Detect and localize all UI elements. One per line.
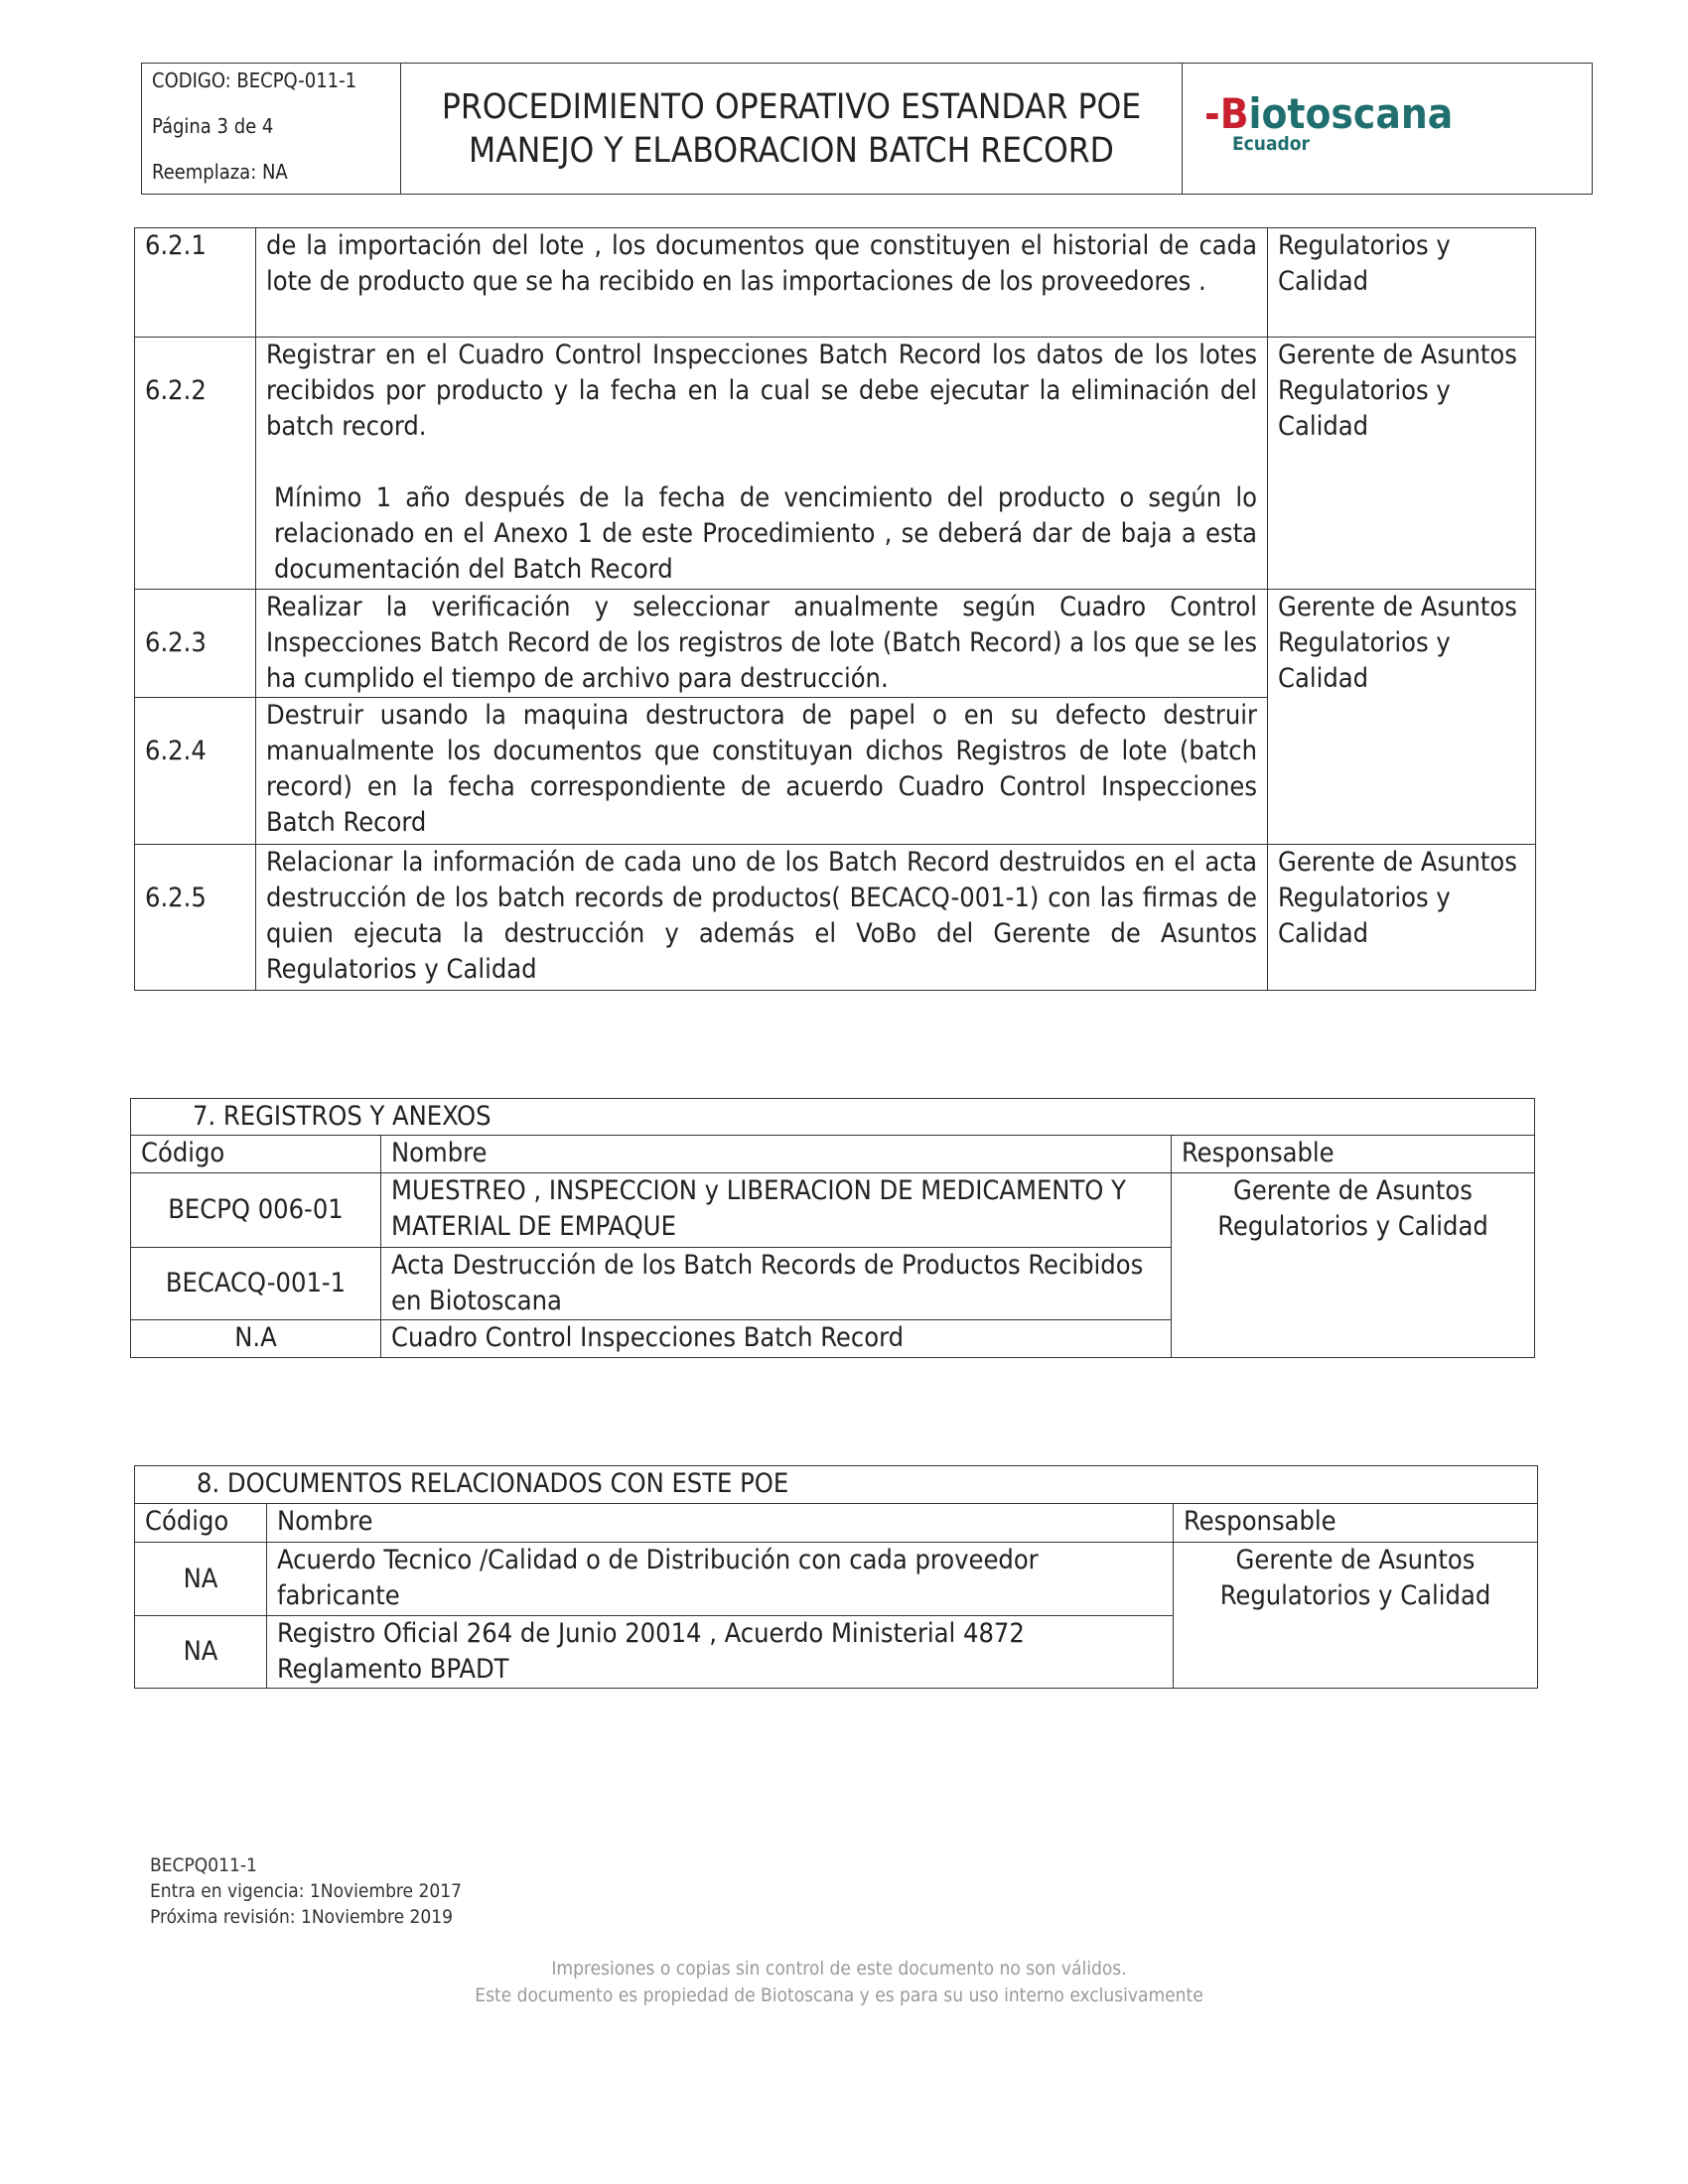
reemplaza: Reemplaza: NA <box>152 160 288 184</box>
documentos-table <box>134 1465 1538 1689</box>
footer-code: BECPQ011-1 <box>150 1854 257 1876</box>
disclaimer-line-2: Este documento es propiedad de Biotoscana y es para su uso interno exclusivamente <box>475 1984 1203 2006</box>
title-line-1: PROCEDIMIENTO OPERATIVO ESTANDAR POE <box>441 86 1142 127</box>
document-header <box>141 63 1593 195</box>
section-title: 7. REGISTROS Y ANEXOS <box>131 1099 1535 1136</box>
step-text-part: Mínimo 1 año después de la fecha de vencimiento del producto o según lo relacionado en el Anexo 1 de este Procedimiento , se deberá dar de baja a esta documentación del Batch Record <box>274 482 1257 585</box>
step-text-part: Registrar en el Cuadro Control Inspecciones Batch Record los datos de los lotes recibidos por producto y la fecha en la cual se debe ejecutar la eliminación del batch record. <box>266 340 1257 442</box>
step-number: 6.2.2 <box>135 338 256 590</box>
codigo-cell: BECACQ-001-1 <box>131 1248 381 1320</box>
table-row <box>135 338 1536 590</box>
step-number: 6.2.4 <box>135 698 256 845</box>
table-row <box>135 845 1536 991</box>
logo-b: B <box>1219 88 1249 138</box>
step-responsible: Gerente de Asuntos Regulatorios y Calidad <box>1268 590 1536 845</box>
step-text: Relacionar la información de cada uno de los Batch Record destruidos en el acta destrucción de los batch records de productos( BECACQ-001-1) con las firmas de quien ejecuta la destrucción y además el VoBo del Gerente de Asuntos Regulatorios y Calidad <box>256 845 1268 991</box>
step-text: de la importación del lote , los documentos que constituyen el historial de cada lote de producto que se ha recibido en las importaciones de los proveedores . <box>256 228 1268 338</box>
codigo-cell: BECPQ 006-01 <box>131 1173 381 1248</box>
column-header-codigo: Código <box>131 1136 381 1173</box>
column-header-responsable: Responsable <box>1172 1136 1535 1173</box>
nombre-cell: MUESTREO , INSPECCION y LIBERACION DE MEDICAMENTO Y MATERIAL DE EMPAQUE <box>381 1173 1172 1248</box>
nombre-cell: Acta Destrucción de los Batch Records de Productos Recibidos en Biotoscana <box>381 1248 1172 1320</box>
codigo-cell: NA <box>135 1616 267 1689</box>
step-number: 6.2.5 <box>135 845 256 991</box>
step-number: 6.2.3 <box>135 590 256 698</box>
title-line-2: MANEJO Y ELABORACION BATCH RECORD <box>469 130 1114 171</box>
document-footer <box>150 1852 462 1930</box>
header-meta <box>142 64 401 195</box>
step-responsible: Gerente de Asuntos Regulatorios y Calidad <box>1268 338 1536 590</box>
logo-subtitle: Ecuador <box>1232 132 1310 155</box>
step-text: Destruir usando la maquina destructora de papel o en su defecto destruir manualmente los documentos que constituyan dichos Registros de lote (batch record) en la fecha correspondiente de acuerdo Cuadro Control Inspecciones Batch Record <box>256 698 1268 845</box>
disclaimer <box>343 1956 1336 2009</box>
footer-revision: Próxima revisión: 1Noviembre 2019 <box>150 1906 454 1928</box>
nombre-cell: Cuadro Control Inspecciones Batch Record <box>381 1320 1172 1358</box>
step-text <box>256 338 1268 590</box>
responsable-cell: Gerente de Asuntos Regulatorios y Calidad <box>1172 1173 1535 1358</box>
section-title: 8. DOCUMENTOS RELACIONADOS CON ESTE POE <box>135 1466 1538 1504</box>
codigo: CODIGO: BECPQ-011-1 <box>152 68 357 92</box>
table-row <box>135 228 1536 338</box>
codigo-cell: N.A <box>131 1320 381 1358</box>
step-number: 6.2.1 <box>135 228 256 338</box>
step-responsible: Gerente de Asuntos Regulatorios y Calidad <box>1268 845 1536 991</box>
step-text: Realizar la verificación y seleccionar anualmente según Cuadro Control Inspecciones Batch Record de los registros de lote (Batch Record) a los que se les ha cumplido el tiempo de archivo para destrucción. <box>256 590 1268 698</box>
table-row <box>135 590 1536 698</box>
responsable-cell: Gerente de Asuntos Regulatorios y Calidad <box>1174 1543 1538 1689</box>
column-header-nombre: Nombre <box>267 1504 1174 1543</box>
footer-vigencia: Entra en vigencia: 1Noviembre 2017 <box>150 1880 462 1902</box>
column-header-responsable: Responsable <box>1174 1504 1538 1543</box>
steps-table <box>134 227 1536 991</box>
pagina: Página 3 de 4 <box>152 114 274 138</box>
nombre-cell: Acuerdo Tecnico /Calidad o de Distribución con cada proveedor fabricante <box>267 1543 1174 1616</box>
column-header-codigo: Código <box>135 1504 267 1543</box>
company-logo <box>1183 64 1593 195</box>
document-title <box>401 64 1183 195</box>
disclaimer-line-1: Impresiones o copias sin control de este documento no son válidos. <box>551 1958 1127 1979</box>
nombre-cell: Registro Oficial 264 de Junio 20014 , Acuerdo Ministerial 4872 Reglamento BPADT <box>267 1616 1174 1689</box>
table-row <box>131 1173 1535 1248</box>
logo-dash: - <box>1204 88 1220 138</box>
codigo-cell: NA <box>135 1543 267 1616</box>
column-header-nombre: Nombre <box>381 1136 1172 1173</box>
logo-text: iotoscana <box>1248 88 1454 138</box>
step-responsible: Regulatorios y Calidad <box>1268 228 1536 338</box>
table-row <box>135 1543 1538 1616</box>
registros-table <box>130 1098 1535 1358</box>
